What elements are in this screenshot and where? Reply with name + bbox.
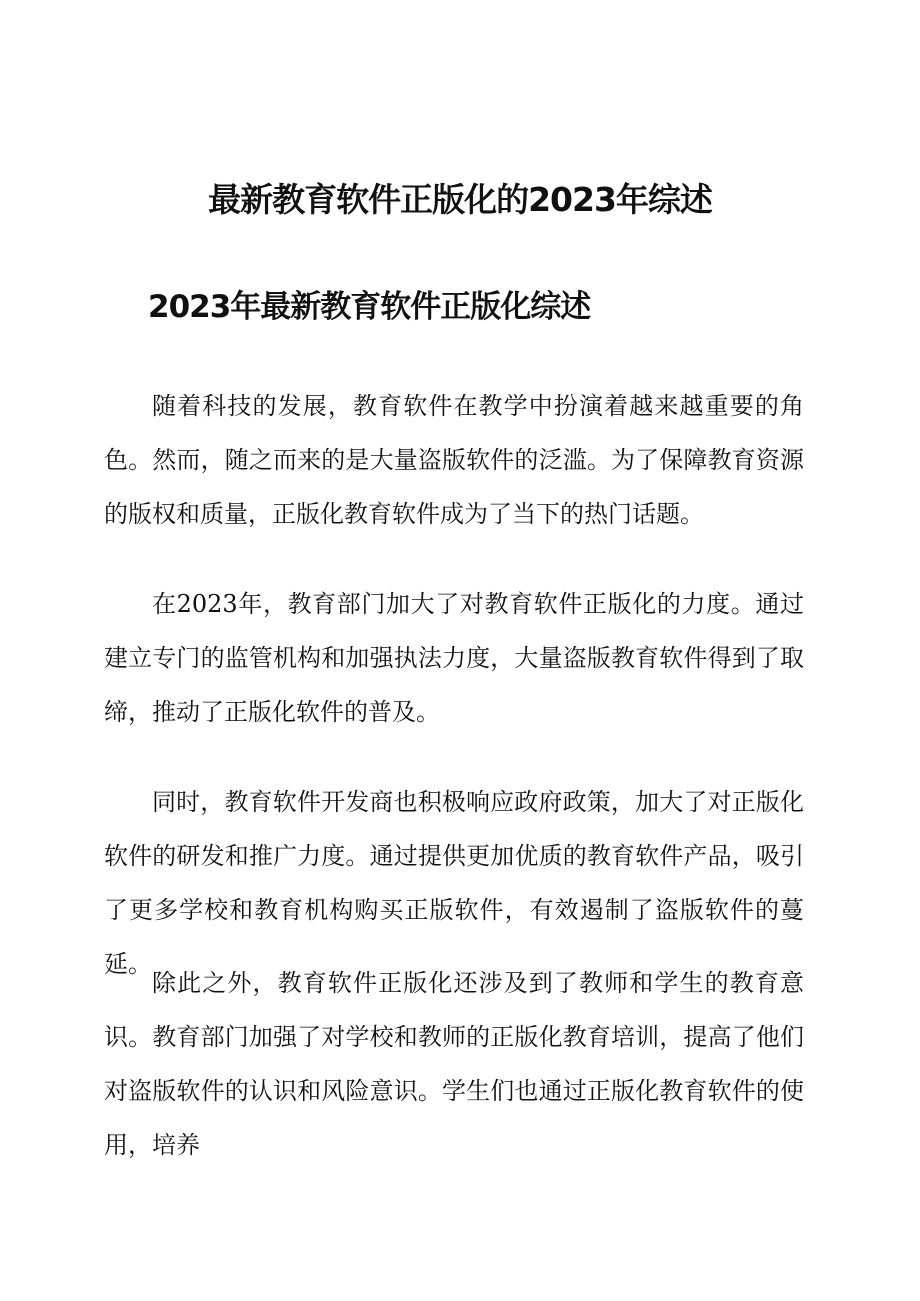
paragraph-3: 同时，教育软件开发商也积极响应政府政策，加大了对正版化软件的研发和推广力度。通过提供更加优质的教育软件产品，吸引了更多学校和教育机构购买正版软件，有效遏制了盗版软件的蔓延。 <box>104 788 804 978</box>
paragraph-2: 在2023年，教育部门加大了对教育软件正版化的力度。通过建立专门的监管机构和加强执法力度，大量盗版教育软件得到了取缔，推动了正版化软件的普及。 <box>104 590 804 726</box>
document-title: 最新教育软件正版化的2023年综述 <box>208 180 712 219</box>
document-subtitle: 2023年最新教育软件正版化综述 <box>148 289 591 325</box>
paragraph-1: 随着科技的发展，教育软件在教学中扮演着越来越重要的角色。然而，随之而来的是大量盗版软件的泛滥。为了保障教育资源的版权和质量，正版化教育软件成为了当下的热门话题。 <box>104 392 804 528</box>
paragraph-4: 除此之外，教育软件正版化还涉及到了教师和学生的教育意识。教育部门加强了对学校和教师的正版化教育培训，提高了他们对盗版软件的认识和风险意识。学生们也通过正版化教育软件的使用，培养 <box>104 969 804 1159</box>
